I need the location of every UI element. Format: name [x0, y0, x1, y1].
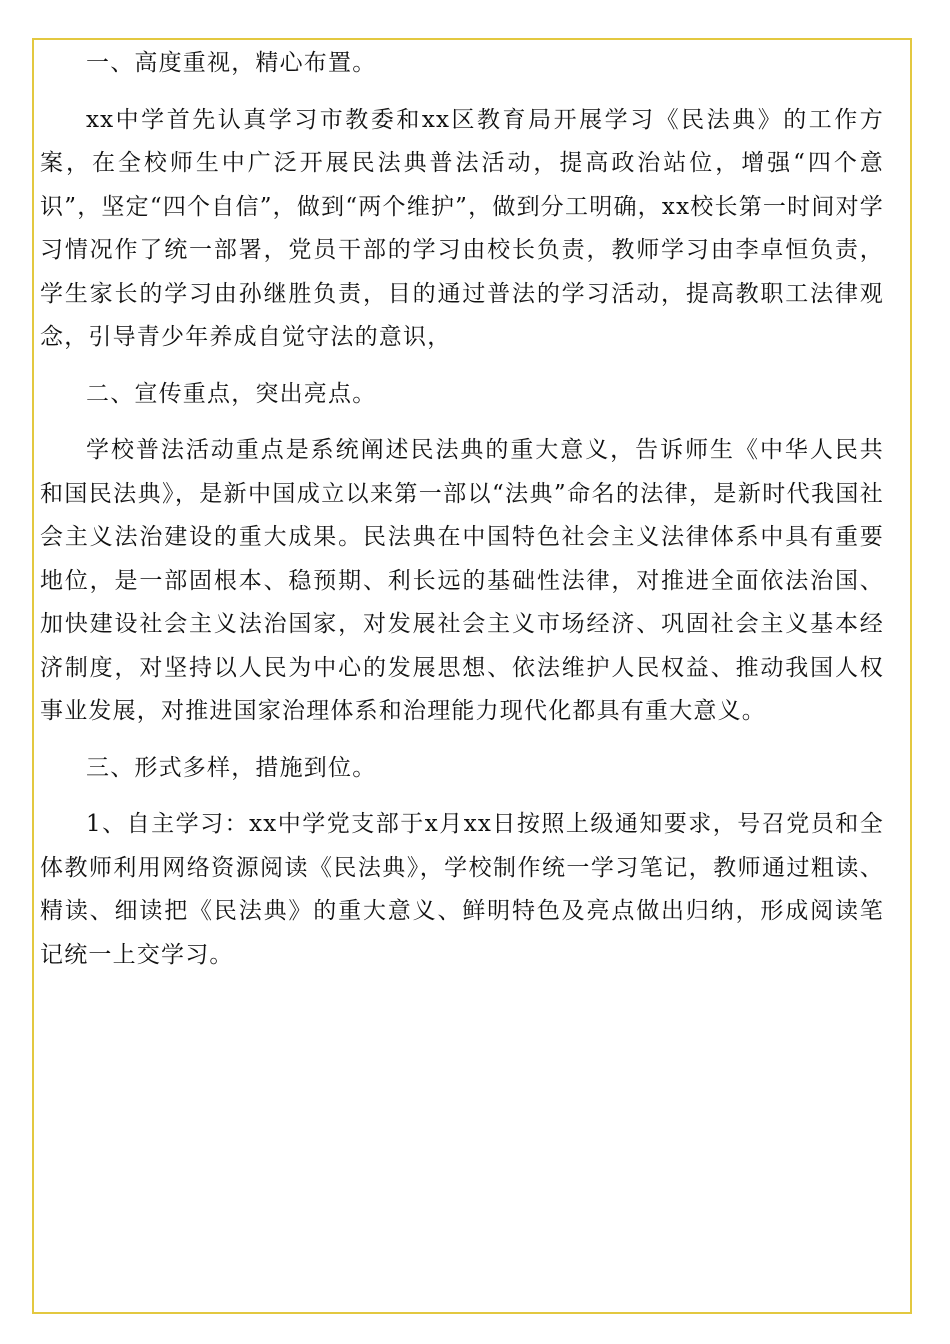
section-paragraph-1: xx中学首先认真学习市教委和xx区教育局开展学习《民法典》的工作方案，在全校师生中广泛开展民法典普法活动，提高政治站位，增强“四个意识”，坚定“四个自信”，做到“两个维护”，做到分工明确，xx校长第一时间对学习情况作了统一部署，党员干部的学习由校长负责，教师学习由李卓恒负责，学生家长的学习由孙继胜负责，目的通过普法的学习活动，提高教职工法律观念，引导青少年养成自觉守法的意识，: [40, 106, 884, 350]
section-heading-3: 三、形式多样，措施到位。: [86, 754, 377, 781]
section-heading-1: 一、高度重视，精心布置。: [86, 50, 377, 76]
section-paragraph-3: 1、自主学习：xx中学党支部于x月xx日按照上级通知要求，号召党员和全体教师利用网络资源阅读《民法典》，学校制作统一学习笔记，教师通过粗读、精读、细读把《民法典》的重大意义、鲜明特色及亮点做出归纳，形成阅读笔记统一上交学习。: [40, 811, 884, 968]
section-heading-2: 二、宣传重点，突出亮点。: [86, 380, 377, 407]
document-body: [40, 42, 884, 990]
section-paragraph-2: 学校普法活动重点是系统阐述民法典的重大意义，告诉师生《中华人民共和国民法典》，是新中国成立以来第一部以“法典”命名的法律，是新时代我国社会主义法治建设的重大成果。民法典在中国特色社会主义法律体系中具有重要地位，是一部固根本、稳预期、利长远的基础性法律，对推进全面依法治国、加快建设社会主义法治国家，对发展社会主义市场经济、巩固社会主义基本经济制度，对坚持以人民为中心的发展思想、依法维护人民权益、推动我国人权事业发展，对推进国家治理体系和治理能力现代化都具有重大意义。: [40, 437, 884, 724]
